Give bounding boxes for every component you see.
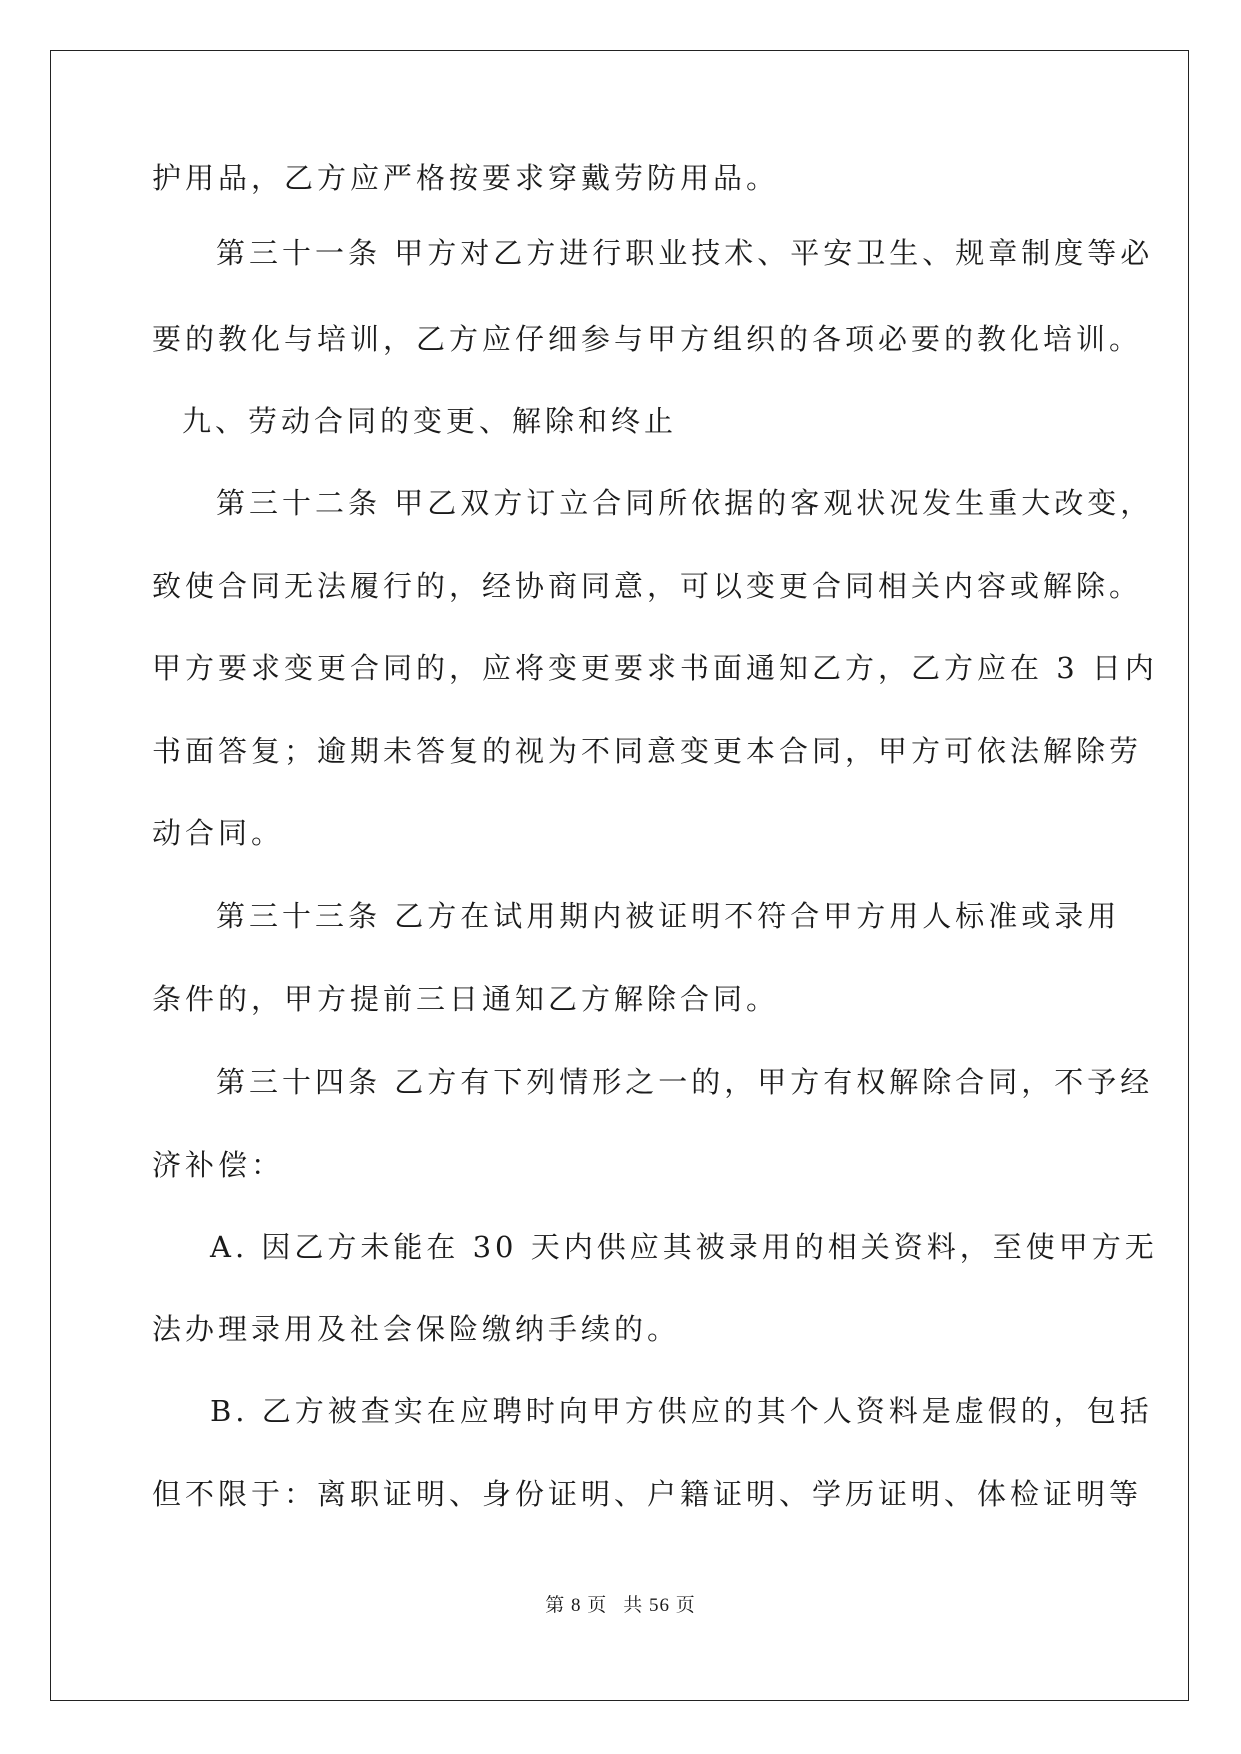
text-line-3: 要的教化与培训，乙方应仔细参与甲方组织的各项必要的教化培训。 <box>152 322 1143 356</box>
page-number: 第 8 页 <box>545 1595 608 1616</box>
text-line-16: B. 乙方被查实在应聘时向甲方供应的其个人资料是虚假的，包括 <box>210 1394 1153 1428</box>
text-line-7: 甲方要求变更合同的，应将变更要求书面通知乙方，乙方应在 3 日内 <box>152 651 1158 685</box>
page-footer <box>0 1594 1241 1618</box>
text-line-6: 致使合同无法履行的，经协商同意，可以变更合同相关内容或解除。 <box>152 569 1143 603</box>
text-line-12: 第三十四条 乙方有下列情形之一的，甲方有权解除合同，不予经 <box>216 1065 1154 1099</box>
text-line-15: 法办理录用及社会保险缴纳手续的。 <box>152 1312 681 1346</box>
text-line-13: 济补偿： <box>152 1148 285 1182</box>
text-line-2: 第三十一条 甲方对乙方进行职业技术、平安卫生、规章制度等必 <box>216 236 1154 270</box>
text-line-9: 动合同。 <box>152 816 285 850</box>
page-border <box>50 50 1189 1701</box>
text-line-1: 护用品，乙方应严格按要求穿戴劳防用品。 <box>152 161 780 195</box>
text-line-8: 书面答复；逾期未答复的视为不同意变更本合同，甲方可依法解除劳 <box>152 734 1143 768</box>
text-line-5: 第三十二条 甲乙双方订立合同所依据的客观状况发生重大改变， <box>216 486 1154 520</box>
text-line-17: 但不限于：离职证明、身份证明、户籍证明、学历证明、体检证明等 <box>152 1477 1143 1511</box>
text-line-10: 第三十三条 乙方在试用期内被证明不符合甲方用人标准或录用 <box>216 899 1121 933</box>
text-line-11: 条件的，甲方提前三日通知乙方解除合同。 <box>152 982 780 1016</box>
text-line-14: A. 因乙方未能在 30 天内供应其被录用的相关资料，至使甲方无 <box>210 1230 1158 1264</box>
section-heading: 九、劳动合同的变更、解除和终止 <box>182 404 678 438</box>
page-total: 共 56 页 <box>623 1595 696 1616</box>
